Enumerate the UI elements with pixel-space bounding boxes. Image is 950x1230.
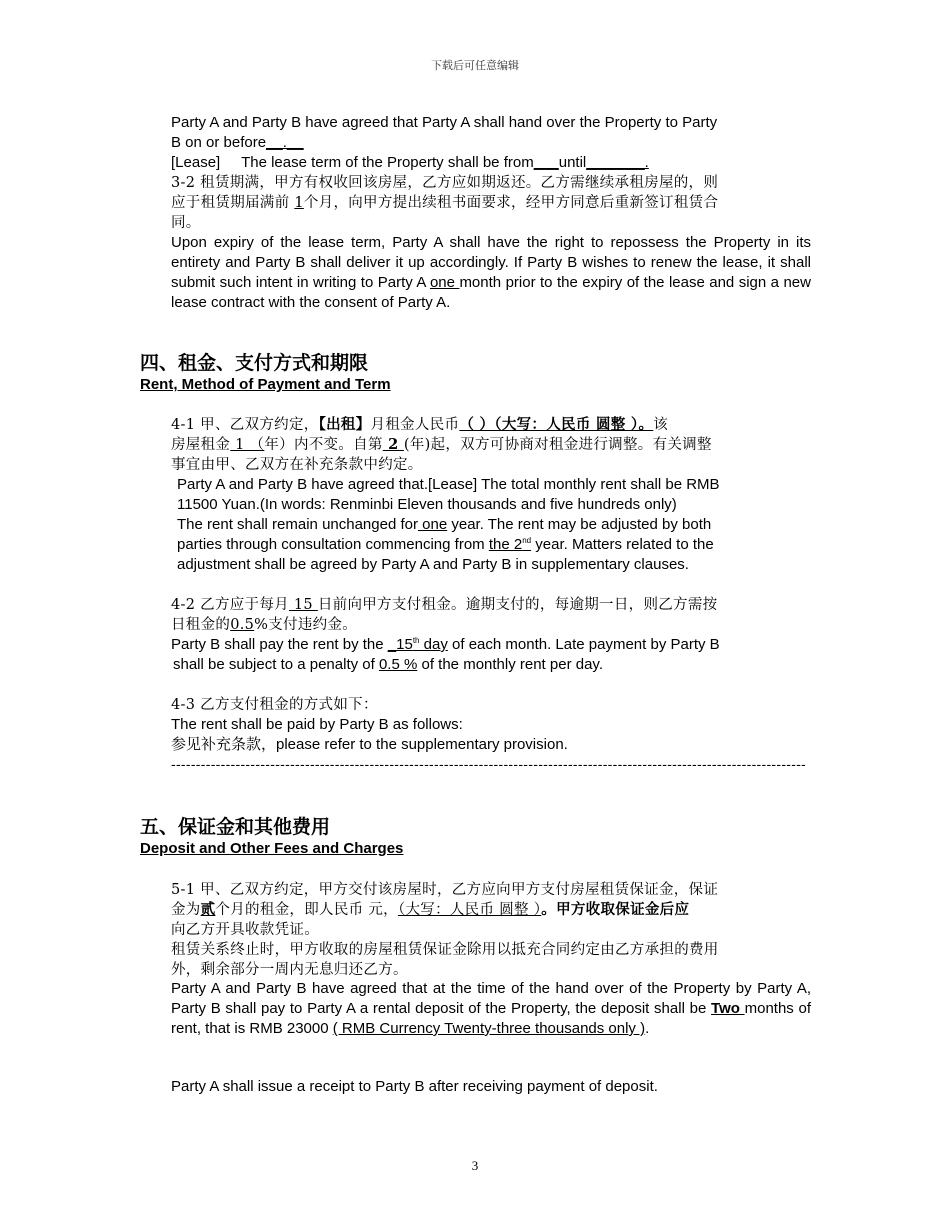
clause-5-1-en: Party A and Party B have agreed that at the time of the hand over of the Property by Party A, Party B shall pay to Party A a rental deposit of the Property, the deposit shall be Two months of rent, that is RMB 23000 ( RMB Currency Twenty-three thousands only ).: [171, 980, 812, 1037]
section-5-title-en: Deposit and Other Fees and Charges: [140, 840, 404, 857]
clause-3-2-en: Upon expiry of the lease term, Party A shall have the right to repossess the Property in its entirety and Party B shall deliver it up accordingly. If Party B wishes to renew the lease, it shall submit such intent in writing to Party A one month prior to the expiry of the lease and sign a new lease contract with the consent of Party A.: [171, 234, 811, 311]
section-4-title-zh: 四、租金、支付方式和期限: [140, 352, 369, 374]
clause-4-3: 4-3 乙方支付租金的方式如下： The rent shall be paid by Party B as follows: 参见补充条款，please refer to the supplementary provision. --------------------------------------------------------------------------------------------------------------------------------: [171, 695, 811, 773]
clause-4-2-en: Party B shall pay the rent by the _15th day of each month. Late payment by Party B shall be subject to a penalty of 0.5 % of the monthly rent per day.: [171, 636, 720, 673]
clause-4-1-en: Party A and Party B have agreed that.[Lease] The total monthly rent shall be RMB 11500 Yuan.(In words: Renminbi Eleven thousands and five hundreds only) The rent shall remain unchanged for one year. The rent may be adjusted by both parties through consultation commencing from the 2nd year. Matters related to the adjustment shall be agreed by Party A and Party B in supplementary clauses.: [177, 476, 720, 573]
clause-3-2-zh: 3-2 租赁期满，甲方有权收回该房屋，乙方应如期返还。乙方需继续承租房屋的，则 应于租赁期届满前 1个月，向甲方提出续租书面要求，经甲方同意后重新签订租赁合 同。: [171, 175, 719, 231]
section-4-title-en: Rent, Method of Payment and Term: [140, 376, 391, 393]
clause-4-1-zh: 4-1 甲、乙双方约定，【出租】月租金人民币（ ）（大写：人民币 圆整 ）。该 房屋租金 1 （年）内不变。自第 2 (年)起，双方可协商对租金进行调整。有关调整 事宜由甲、乙双方在补充条款中约定。: [171, 416, 712, 473]
section-5-title-zh: 五、保证金和其他费用: [140, 816, 331, 838]
dashed-separator: --------------------------------------------------------------------------------------------------------------------------------: [171, 756, 807, 772]
deposit-receipt-clause: Party A shall issue a receipt to Party B after receiving payment of deposit.: [171, 1078, 658, 1095]
handover-clause-en: Party A and Party B have agreed that Party A shall hand over the Property to Party B on or before__.__ [Lease] The lease term of the Property shall be from___until_______.: [171, 114, 718, 171]
clause-4-2-zh: 4-2 乙方应于每月 15 日前向甲方支付租金。逾期支付的，每逾期一日，则乙方需按 日租金的0.5%支付违约金。: [171, 597, 718, 633]
page-number: 3: [471, 1158, 479, 1173]
clause-5-1-zh: 5-1 甲、乙双方约定，甲方交付该房屋时，乙方应向甲方支付房屋租赁保证金，保证 金为贰个月的租金，即人民币 元，（大写：人民币 圆整 ）。甲方收取保证金后应 向乙方开具收款凭证。 租赁关系终止时，甲方收取的房屋租赁保证金除用以抵充合同约定由乙方承担的费用 外，剩余部分一周内无息归还乙方。: [171, 882, 719, 978]
page-header-note: 下载后可任意编辑: [431, 59, 519, 72]
